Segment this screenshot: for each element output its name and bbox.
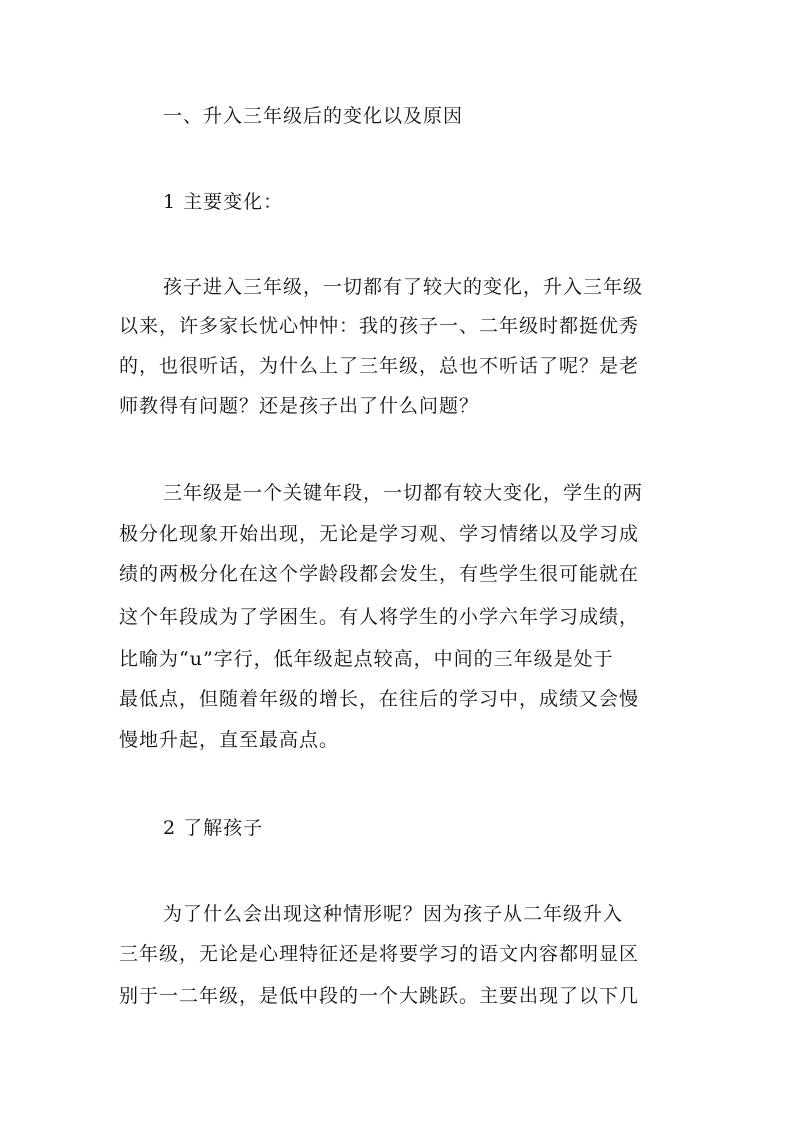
paragraph-line: 以来，许多家长忧心忡忡：我的孩子一、二年级时都挺优秀 <box>119 315 640 337</box>
paragraph-line: 为了什么会出现这种情形呢？因为孩子从二年级升入 <box>163 903 624 925</box>
paragraph-line: 的，也很听话，为什么上了三年级，总也不听话了呢？是老 <box>119 355 640 377</box>
paragraph-line: 这个年段成为了学困生。有人将学生的小学六年学习成绩， <box>119 606 640 628</box>
paragraph-line: 别于一二年级，是低中段的一个大跳跃。主要出现了以下几 <box>119 985 640 1007</box>
paragraph-line: 绩的两极分化在这个学龄段都会发生，有些学生很可能就在 <box>119 563 640 585</box>
paragraph-line: 极分化现象开始出现，无论是学习观、学习情绪以及学习成 <box>119 523 640 545</box>
main-heading: 一、升入三年级后的变化以及原因 <box>163 105 464 127</box>
paragraph-line: 三年级，无论是心理特征还是将要学习的语文内容都明显区 <box>119 943 640 965</box>
paragraph-line: 最低点，但随着年级的增长，在往后的学习中，成绩又会慢 <box>119 688 640 710</box>
paragraph-line: 慢地升起，直至最高点。 <box>119 729 340 751</box>
paragraph-line: 孩子进入三年级，一切都有了较大的变化，升入三年级 <box>163 276 644 298</box>
section-1-title: 1 主要变化： <box>163 191 284 213</box>
paragraph-line: 比喻为“u”字行，低年级起点较高，中间的三年级是处于 <box>119 648 614 670</box>
section-2-title: 2 了解孩子 <box>163 817 264 839</box>
paragraph-line: 三年级是一个关键年段，一切都有较大变化，学生的两 <box>163 482 644 504</box>
paragraph-line: 师教得有问题？还是孩子出了什么问题？ <box>119 395 480 417</box>
